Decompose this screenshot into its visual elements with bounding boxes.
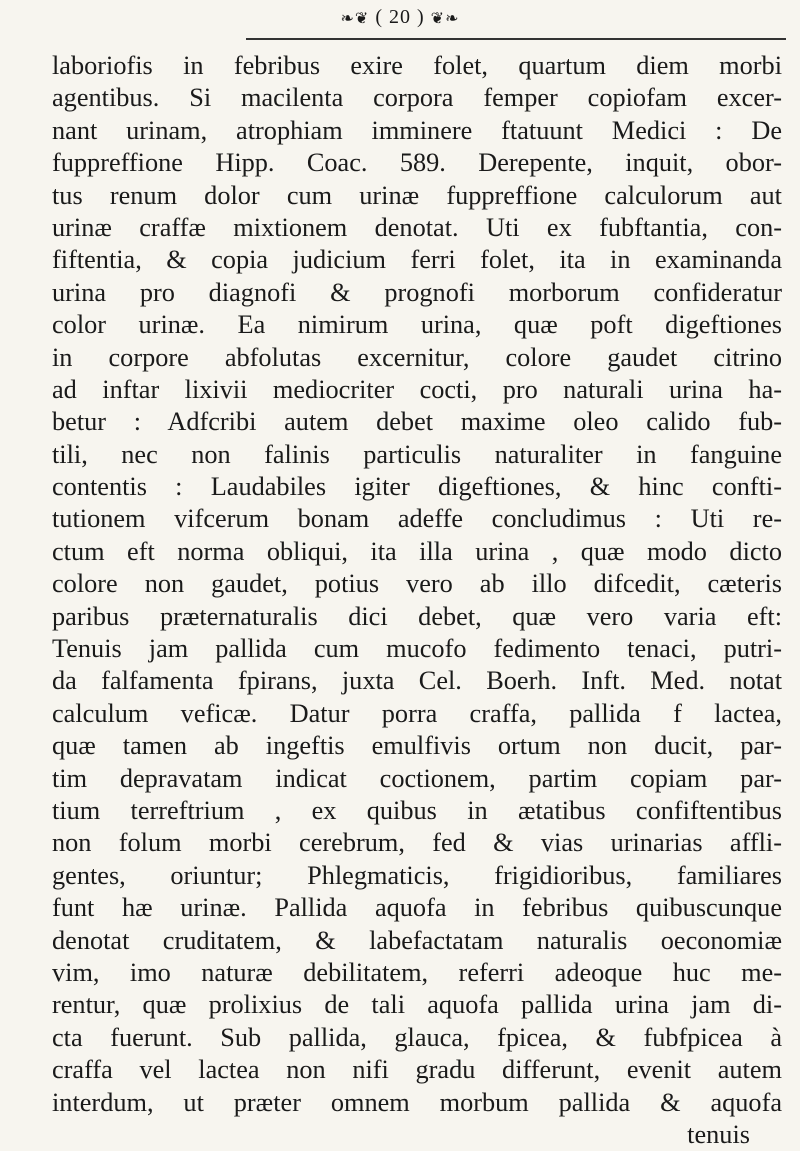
text-line: calculum veficæ. Datur porra craffa, pallida f lactea, (52, 698, 782, 728)
text-line: tutionem vifcerum bonam adeffe concludimus : Uti re- (52, 504, 782, 534)
text-line: vim, imo naturæ debilitatem, referri adeoque huc me- (52, 957, 782, 987)
text-line: paribus præternaturalis dici debet, quæ vero varia eft: (52, 601, 782, 631)
text-line: tus renum dolor cum urinæ fuppreffione calculorum aut (52, 180, 782, 210)
text-line: cta fuerunt. Sub pallida, glauca, fpicea, & fubfpicea à (52, 1022, 782, 1052)
text-line: ad inftar lixivii mediocriter cocti, pro naturali urina ha- (52, 374, 782, 404)
text-line: fuppreffione Hipp. Coac. 589. Derepente, inquit, obor- (52, 148, 782, 178)
text-line: rentur, quæ prolixius de tali aquofa pallida urina jam di- (52, 990, 782, 1020)
text-line: da falfamenta fpirans, juxta Cel. Boerh. Inft. Med. notat (52, 666, 782, 696)
text-line: betur : Adfcribi autem debet maxime oleo calido fub- (52, 407, 782, 437)
ornament-left-icon: ❧❦ (340, 10, 370, 28)
text-line: denotat cruditatem, & labefactatam naturalis oeconomiæ (52, 925, 782, 955)
text-line: tim depravatam indicat coctionem, partim copiam par- (52, 763, 782, 793)
text-line: non folum morbi cerebrum, fed & vias urinarias affli- (52, 828, 782, 858)
text-line: fiftentia, & copia judicium ferri folet, ita in examinanda (52, 245, 782, 275)
body-text (52, 50, 782, 1151)
text-line: Tenuis jam pallida cum mucofo fedimento tenaci, putri- (52, 634, 782, 664)
text-line: interdum, ut præter omnem morbum pallida & aquofa (52, 1087, 782, 1117)
text-line: quæ tamen ab ingeftis emulfivis ortum non ducit, par- (52, 731, 782, 761)
text-line: agentibus. Si macilenta corpora femper copiofam excer- (52, 83, 782, 113)
text-line: color urinæ. Ea nimirum urina, quæ poft digeftiones (52, 310, 782, 340)
text-line: funt hæ urinæ. Pallida aquofa in febribus quibuscunque (52, 893, 782, 923)
text-line: urina pro diagnofi & prognofi morborum confideratur (52, 277, 782, 307)
page-header (0, 6, 800, 29)
header-rule (246, 38, 786, 40)
ornament-right-icon: ❦❧ (430, 10, 460, 28)
text-line: contentis : Laudabiles igiter digeftiones, & hinc confti- (52, 472, 782, 502)
text-line: colore non gaudet, potius vero ab illo difcedit, cæteris (52, 569, 782, 599)
text-line: laboriofis in febribus exire folet, quartum diem morbi (52, 51, 782, 80)
text-line: tium terreftrium , ex quibus in ætatibus confiftentibus (52, 795, 782, 825)
text-line: craffa vel lactea non nifi gradu differunt, evenit autem (52, 1055, 782, 1085)
text-line: nant urinam, atrophiam imminere ftatuunt Medici : De (52, 115, 782, 145)
page-number: ( 20 ) (375, 6, 425, 28)
text-line: in corpore abfolutas excernitur, colore gaudet citrino (52, 342, 782, 372)
catchword: tenuis (687, 1119, 750, 1149)
text-line: ctum eft norma obliqui, ita illa urina , quæ modo dicto (52, 536, 782, 566)
text-line: urinæ craffæ mixtionem denotat. Uti ex fubftantia, con- (52, 212, 782, 242)
text-line: tili, nec non falinis particulis naturaliter in fanguine (52, 439, 782, 469)
text-line: gentes, oriuntur; Phlegmaticis, frigidioribus, familiares (52, 860, 782, 890)
